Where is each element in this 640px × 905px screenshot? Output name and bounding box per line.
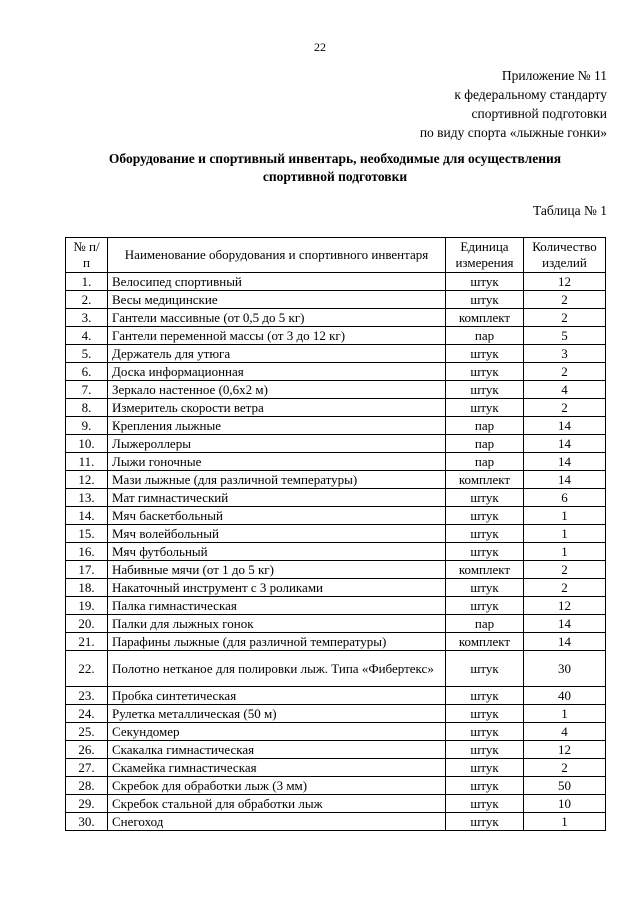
cell-num: 19.: [66, 597, 108, 615]
cell-num: 17.: [66, 561, 108, 579]
table-row: [66, 777, 606, 795]
cell-num: 10.: [66, 435, 108, 453]
cell-num: 30.: [66, 813, 108, 831]
table-row: [66, 507, 606, 525]
cell-qty: 2: [524, 759, 606, 777]
cell-name: Парафины лыжные (для различной температуры): [108, 633, 446, 651]
table-row: [66, 381, 606, 399]
table-row: [66, 615, 606, 633]
cell-name: Мяч баскетбольный: [108, 507, 446, 525]
cell-name: Полотно нетканое для полировки лыж. Типа «Фибертекс»: [108, 651, 446, 687]
table-label: Таблица № 1: [533, 203, 607, 218]
cell-num: 20.: [66, 615, 108, 633]
table-row: [66, 417, 606, 435]
cell-qty: 50: [524, 777, 606, 795]
cell-name: Велосипед спортивный: [108, 273, 446, 291]
table-row: [66, 345, 606, 363]
cell-qty: 14: [524, 453, 606, 471]
cell-qty: 14: [524, 633, 606, 651]
cell-qty: 1: [524, 813, 606, 831]
table-row: [66, 579, 606, 597]
cell-name: Скребок стальной для обработки лыж: [108, 795, 446, 813]
cell-name: Мяч футбольный: [108, 543, 446, 561]
table-row: [66, 435, 606, 453]
cell-unit: штук: [446, 291, 524, 309]
table-row: [66, 795, 606, 813]
table-row: [66, 597, 606, 615]
cell-qty: 2: [524, 291, 606, 309]
cell-unit: штук: [446, 741, 524, 759]
cell-qty: 2: [524, 561, 606, 579]
cell-unit: штук: [446, 759, 524, 777]
cell-name: Мат гимнастический: [108, 489, 446, 507]
table-row: [66, 561, 606, 579]
cell-unit: штук: [446, 381, 524, 399]
cell-unit: пар: [446, 453, 524, 471]
cell-num: 28.: [66, 777, 108, 795]
cell-qty: 6: [524, 489, 606, 507]
cell-unit: штук: [446, 273, 524, 291]
table-row: [66, 723, 606, 741]
cell-name: Держатель для утюга: [108, 345, 446, 363]
cell-num: 23.: [66, 687, 108, 705]
cell-name: Гантели переменной массы (от 3 до 12 кг): [108, 327, 446, 345]
cell-qty: 14: [524, 615, 606, 633]
header-qty: Количество изделий: [524, 238, 606, 273]
appendix-line: Приложение № 11: [501, 68, 607, 83]
document-title: [50, 150, 620, 186]
cell-num: 29.: [66, 795, 108, 813]
cell-unit: штук: [446, 525, 524, 543]
equipment-table: [65, 237, 606, 831]
appendix-line: спортивной подготовки: [471, 106, 607, 121]
appendix-line: по виду спорта «лыжные гонки»: [419, 125, 607, 140]
cell-num: 27.: [66, 759, 108, 777]
cell-qty: 12: [524, 273, 606, 291]
cell-num: 7.: [66, 381, 108, 399]
cell-unit: пар: [446, 615, 524, 633]
cell-name: Мяч волейбольный: [108, 525, 446, 543]
cell-qty: 2: [524, 579, 606, 597]
table-body: [66, 273, 606, 831]
table-row: [66, 543, 606, 561]
document-title-line: Оборудование и спортивный инвентарь, необходимые для осуществления: [108, 151, 562, 166]
cell-unit: штук: [446, 579, 524, 597]
cell-name: Гантели массивные (от 0,5 до 5 кг): [108, 309, 446, 327]
cell-unit: пар: [446, 327, 524, 345]
table-row: [66, 363, 606, 381]
cell-num: 4.: [66, 327, 108, 345]
table-row: [66, 759, 606, 777]
cell-num: 13.: [66, 489, 108, 507]
cell-name: Мази лыжные (для различной температуры): [108, 471, 446, 489]
cell-unit: штук: [446, 399, 524, 417]
cell-qty: 14: [524, 417, 606, 435]
cell-num: 2.: [66, 291, 108, 309]
table-row: [66, 813, 606, 831]
table-row: [66, 453, 606, 471]
cell-qty: 2: [524, 309, 606, 327]
cell-name: Накаточный инструмент с 3 роликами: [108, 579, 446, 597]
header-num: № п/п: [66, 238, 108, 273]
cell-num: 16.: [66, 543, 108, 561]
cell-name: Доска информационная: [108, 363, 446, 381]
cell-num: 5.: [66, 345, 108, 363]
table-row: [66, 399, 606, 417]
table-header-row: [66, 238, 606, 273]
cell-name: Набивные мячи (от 1 до 5 кг): [108, 561, 446, 579]
cell-unit: комплект: [446, 633, 524, 651]
appendix-block: [287, 66, 607, 142]
table-row: [66, 741, 606, 759]
table-row: [66, 309, 606, 327]
cell-qty: 12: [524, 741, 606, 759]
cell-unit: штук: [446, 723, 524, 741]
cell-unit: комплект: [446, 561, 524, 579]
cell-qty: 3: [524, 345, 606, 363]
table-row: [66, 291, 606, 309]
cell-unit: штук: [446, 687, 524, 705]
cell-num: 26.: [66, 741, 108, 759]
cell-unit: пар: [446, 417, 524, 435]
table-row: [66, 705, 606, 723]
cell-num: 12.: [66, 471, 108, 489]
cell-unit: штук: [446, 489, 524, 507]
cell-name: Измеритель скорости ветра: [108, 399, 446, 417]
appendix-line: к федеральному стандарту: [454, 87, 607, 102]
cell-unit: штук: [446, 543, 524, 561]
cell-num: 1.: [66, 273, 108, 291]
cell-unit: штук: [446, 795, 524, 813]
cell-unit: штук: [446, 813, 524, 831]
cell-unit: штук: [446, 507, 524, 525]
cell-name: Палка гимнастическая: [108, 597, 446, 615]
cell-num: 18.: [66, 579, 108, 597]
cell-unit: штук: [446, 345, 524, 363]
cell-qty: 30: [524, 651, 606, 687]
cell-num: 24.: [66, 705, 108, 723]
cell-num: 14.: [66, 507, 108, 525]
cell-name: Скамейка гимнастическая: [108, 759, 446, 777]
cell-num: 3.: [66, 309, 108, 327]
cell-qty: 5: [524, 327, 606, 345]
cell-qty: 2: [524, 399, 606, 417]
cell-num: 25.: [66, 723, 108, 741]
table-row: [66, 489, 606, 507]
cell-name: Палки для лыжных гонок: [108, 615, 446, 633]
cell-num: 6.: [66, 363, 108, 381]
cell-qty: 1: [524, 705, 606, 723]
cell-qty: 40: [524, 687, 606, 705]
table-row: [66, 651, 606, 687]
cell-unit: штук: [446, 363, 524, 381]
cell-qty: 1: [524, 525, 606, 543]
cell-num: 22.: [66, 651, 108, 687]
cell-name: Снегоход: [108, 813, 446, 831]
cell-qty: 1: [524, 507, 606, 525]
cell-qty: 4: [524, 381, 606, 399]
table-row: [66, 273, 606, 291]
cell-qty: 10: [524, 795, 606, 813]
cell-name: Скребок для обработки лыж (3 мм): [108, 777, 446, 795]
cell-unit: комплект: [446, 471, 524, 489]
cell-unit: штук: [446, 777, 524, 795]
document-title-line: спортивной подготовки: [262, 169, 408, 184]
cell-qty: 12: [524, 597, 606, 615]
table-row: [66, 633, 606, 651]
cell-name: Зеркало настенное (0,6x2 м): [108, 381, 446, 399]
table-row: [66, 525, 606, 543]
cell-name: Пробка синтетическая: [108, 687, 446, 705]
page-number: 22: [314, 40, 326, 54]
cell-num: 9.: [66, 417, 108, 435]
cell-num: 21.: [66, 633, 108, 651]
table-row: [66, 687, 606, 705]
cell-qty: 4: [524, 723, 606, 741]
cell-qty: 14: [524, 471, 606, 489]
cell-num: 8.: [66, 399, 108, 417]
cell-name: Весы медицинские: [108, 291, 446, 309]
cell-qty: 2: [524, 363, 606, 381]
cell-unit: пар: [446, 435, 524, 453]
cell-name: Скакалка гимнастическая: [108, 741, 446, 759]
table-row: [66, 471, 606, 489]
cell-unit: штук: [446, 597, 524, 615]
cell-unit: комплект: [446, 309, 524, 327]
header-unit: Единица измерения: [446, 238, 524, 273]
cell-name: Рулетка металлическая (50 м): [108, 705, 446, 723]
cell-name: Крепления лыжные: [108, 417, 446, 435]
cell-name: Лыжи гоночные: [108, 453, 446, 471]
cell-unit: штук: [446, 651, 524, 687]
cell-name: Лыжероллеры: [108, 435, 446, 453]
cell-qty: 14: [524, 435, 606, 453]
cell-num: 11.: [66, 453, 108, 471]
table-row: [66, 327, 606, 345]
cell-qty: 1: [524, 543, 606, 561]
header-name: Наименование оборудования и спортивного инвентаря: [108, 238, 446, 273]
cell-unit: штук: [446, 705, 524, 723]
cell-num: 15.: [66, 525, 108, 543]
cell-name: Секундомер: [108, 723, 446, 741]
